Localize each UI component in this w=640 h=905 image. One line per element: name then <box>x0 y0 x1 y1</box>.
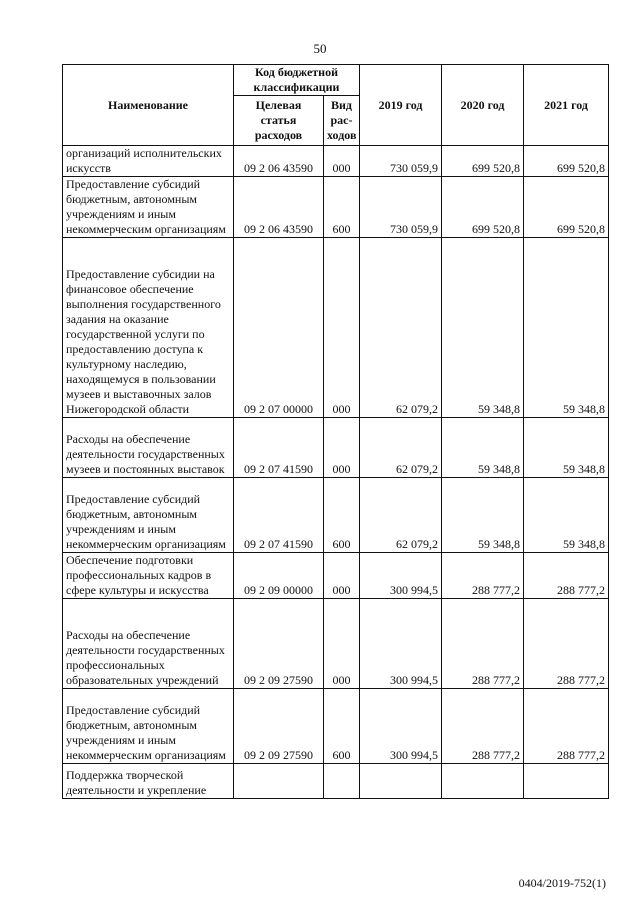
row-2020-cell: 59 348,8 <box>442 478 524 553</box>
row-2019-cell: 62 079,2 <box>360 238 442 418</box>
table-row <box>63 238 609 418</box>
row-2020-cell: 288 777,2 <box>442 689 524 764</box>
row-name-cell: Предоставление субсидии на финансовое обеспечение выполнения государственного задания на оказание государственной услуги по предоставлению доступа к культурному наследию, находящемуся в пользовании музеев и выставочных залов Нижегородской области <box>63 238 234 418</box>
row-2019-cell: 300 994,5 <box>360 689 442 764</box>
row-name-cell: Предоставление субсидий бюджетным, автономным учреждениям и иным некоммерческим организациям <box>63 478 234 553</box>
row-target-code-cell: 09 2 07 41590 <box>234 478 324 553</box>
page-number: 50 <box>313 41 327 56</box>
header-target-article: Целевая статья расходов <box>234 96 324 146</box>
row-target-code-cell: 09 2 07 41590 <box>234 418 324 478</box>
document-id: 0404/2019-752(1) <box>518 876 606 890</box>
row-2021-cell: 288 777,2 <box>524 689 609 764</box>
row-2021-cell: 59 348,8 <box>524 418 609 478</box>
table-row <box>63 478 609 553</box>
row-name-cell: Предоставление субсидий бюджетным, автономным учреждениям и иным некоммерческим организациям <box>63 689 234 764</box>
row-2019-cell: 62 079,2 <box>360 478 442 553</box>
row-2021-cell: 288 777,2 <box>524 599 609 689</box>
row-target-code-cell: 09 2 06 43590 <box>234 146 324 177</box>
row-target-code-cell: 09 2 09 00000 <box>234 553 324 599</box>
row-target-code-cell <box>234 764 324 799</box>
row-2020-cell: 288 777,2 <box>442 553 524 599</box>
table-row <box>63 146 609 177</box>
row-name-cell: Расходы на обеспечение деятельности государственных профессиональных образовательных учреждений <box>63 599 234 689</box>
row-name-cell: организаций исполнительских искусств <box>63 146 234 177</box>
row-expense-type-cell: 600 <box>324 689 360 764</box>
table-row <box>63 418 609 478</box>
header-budget-code: Код бюджетной классификации <box>234 65 360 96</box>
header-2020: 2020 год <box>442 65 524 146</box>
row-2020-cell: 59 348,8 <box>442 418 524 478</box>
row-2021-cell <box>524 764 609 799</box>
row-2021-cell: 699 520,8 <box>524 146 609 177</box>
row-expense-type-cell <box>324 764 360 799</box>
row-target-code-cell: 09 2 07 00000 <box>234 238 324 418</box>
row-2020-cell: 699 520,8 <box>442 146 524 177</box>
row-name-cell: Обеспечение подготовки профессиональных кадров в сфере культуры и искусства <box>63 553 234 599</box>
row-target-code-cell: 09 2 09 27590 <box>234 689 324 764</box>
row-expense-type-cell: 000 <box>324 553 360 599</box>
row-expense-type-cell: 600 <box>324 478 360 553</box>
row-2020-cell: 699 520,8 <box>442 177 524 238</box>
row-name-cell: Предоставление субсидий бюджетным, автономным учреждениям и иным некоммерческим организациям <box>63 177 234 238</box>
row-expense-type-cell: 000 <box>324 238 360 418</box>
row-target-code-cell: 09 2 09 27590 <box>234 599 324 689</box>
header-2021: 2021 год <box>524 65 609 146</box>
row-2020-cell: 59 348,8 <box>442 238 524 418</box>
row-2021-cell: 699 520,8 <box>524 177 609 238</box>
row-target-code-cell: 09 2 06 43590 <box>234 177 324 238</box>
table-row <box>63 553 609 599</box>
row-2019-cell: 730 059,9 <box>360 146 442 177</box>
row-name-cell: Поддержка творческой деятельности и укрепление <box>63 764 234 799</box>
row-2019-cell: 300 994,5 <box>360 599 442 689</box>
budget-table <box>62 64 609 799</box>
row-2021-cell: 59 348,8 <box>524 238 609 418</box>
row-2019-cell <box>360 764 442 799</box>
row-2020-cell: 288 777,2 <box>442 599 524 689</box>
header-name: Наименование <box>63 65 234 146</box>
table-row <box>63 599 609 689</box>
row-expense-type-cell: 000 <box>324 146 360 177</box>
row-2019-cell: 62 079,2 <box>360 418 442 478</box>
row-expense-type-cell: 000 <box>324 418 360 478</box>
row-expense-type-cell: 600 <box>324 177 360 238</box>
header-expense-type: Вид рас-ходов <box>324 96 360 146</box>
header-2019: 2019 год <box>360 65 442 146</box>
row-name-cell: Расходы на обеспечение деятельности государственных музеев и постоянных выставок <box>63 418 234 478</box>
table-row <box>63 764 609 799</box>
row-2021-cell: 59 348,8 <box>524 478 609 553</box>
row-expense-type-cell: 000 <box>324 599 360 689</box>
row-2021-cell: 288 777,2 <box>524 553 609 599</box>
table-row <box>63 689 609 764</box>
row-2020-cell <box>442 764 524 799</box>
row-2019-cell: 730 059,9 <box>360 177 442 238</box>
row-2019-cell: 300 994,5 <box>360 553 442 599</box>
table-row <box>63 177 609 238</box>
